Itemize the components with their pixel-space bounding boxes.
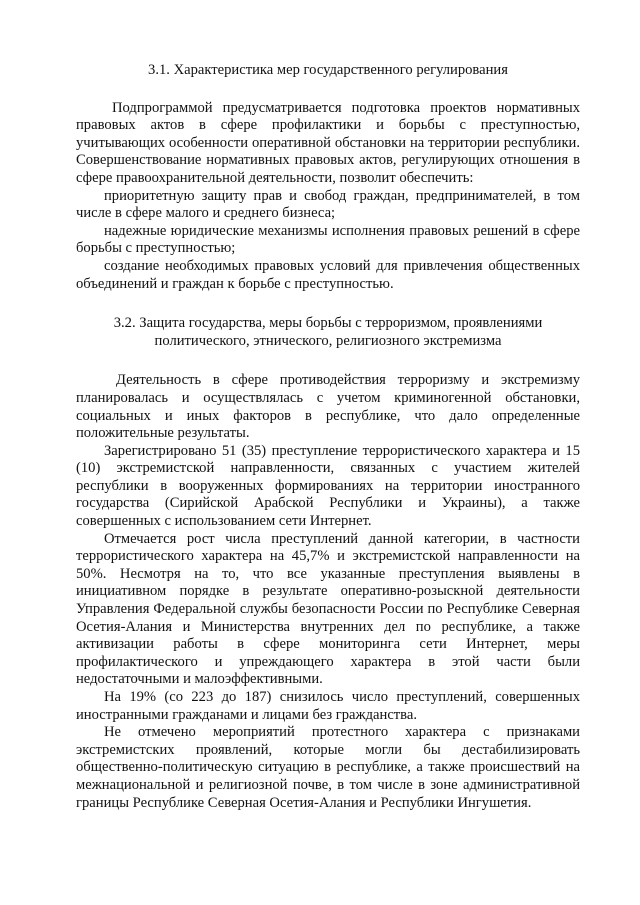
section-heading-line: 3.2. Защита государства, меры борьбы с терроризмом, проявлениями bbox=[113, 315, 543, 332]
document-page bbox=[76, 62, 580, 812]
paragraph: создание необходимых правовых условий для привлечения общественных объединений и граждан к борьбе с преступностью. bbox=[76, 257, 580, 292]
paragraph: Зарегистрировано 51 (35) преступление террористического характера и 15 (10) экстремистской направленности, связанных с участием жителей республики в вооруженных формированиях на территории иностранного государства (Сирийской Арабской Республики и Украины), а также совершенных с использованием сети Интернет. bbox=[76, 442, 580, 530]
paragraph: Отмечается рост числа преступлений данной категории, в частности террористического характера на 45,7% и экстремистской направленности на 50%. Несмотря на то, что все указанные преступления выявлены в инициативном порядке в результате оперативно-розыскной деятельности Управления Федеральной службы безопасности России по Республике Северная Осетия-Алания и Министерства внутренних дел по республике, а также активизации работы в сфере мониторинга сети Интернет, меры профилактического и упреждающего характера в этой части были недостаточными и малоэффективными. bbox=[76, 530, 580, 688]
section-heading-3-2 bbox=[76, 315, 580, 350]
paragraph: Деятельность в сфере противодействия терроризму и экстремизму планировалась и осуществлялась с учетом криминогенной обстановки, социальных и иных факторов в республике, что дало определенные положительные результаты. bbox=[76, 372, 580, 442]
section-heading-line: политического, этнического, религиозного экстремизма bbox=[154, 332, 502, 349]
paragraph: Подпрограммой предусматривается подготовка проектов нормативных правовых актов в сфере профилактики и борьбы с преступностью, учитывающих особенности оперативной обстановки на территории республики. Совершенствование нормативных правовых актов, регулирующих отношения в сфере правоохранительной деятельности, позволит обеспечить: bbox=[76, 99, 580, 186]
section-heading-3-1: 3.1. Характеристика мер государственного регулирования bbox=[148, 62, 508, 78]
paragraph: На 19% (со 223 до 187) снизилось число преступлений, совершенных иностранными гражданами и лицами без гражданства. bbox=[76, 689, 580, 723]
paragraph: надежные юридические механизмы исполнения правовых решений в сфере борьбы с преступностью; bbox=[76, 222, 580, 257]
paragraph: Не отмечено мероприятий протестного характера с признаками экстремистских проявлений, которые могли бы дестабилизировать общественно-политическую ситуацию в республике, а также происшествий на межнациональной и религиозной почве, в том числе в зоне административной границы Республике Северная Осетия-Алания и Республики Ингушетия. bbox=[76, 724, 580, 811]
paragraph: приоритетную защиту прав и свобод граждан, предпринимателей, в том числе в сфере малого и среднего бизнеса; bbox=[76, 187, 580, 222]
